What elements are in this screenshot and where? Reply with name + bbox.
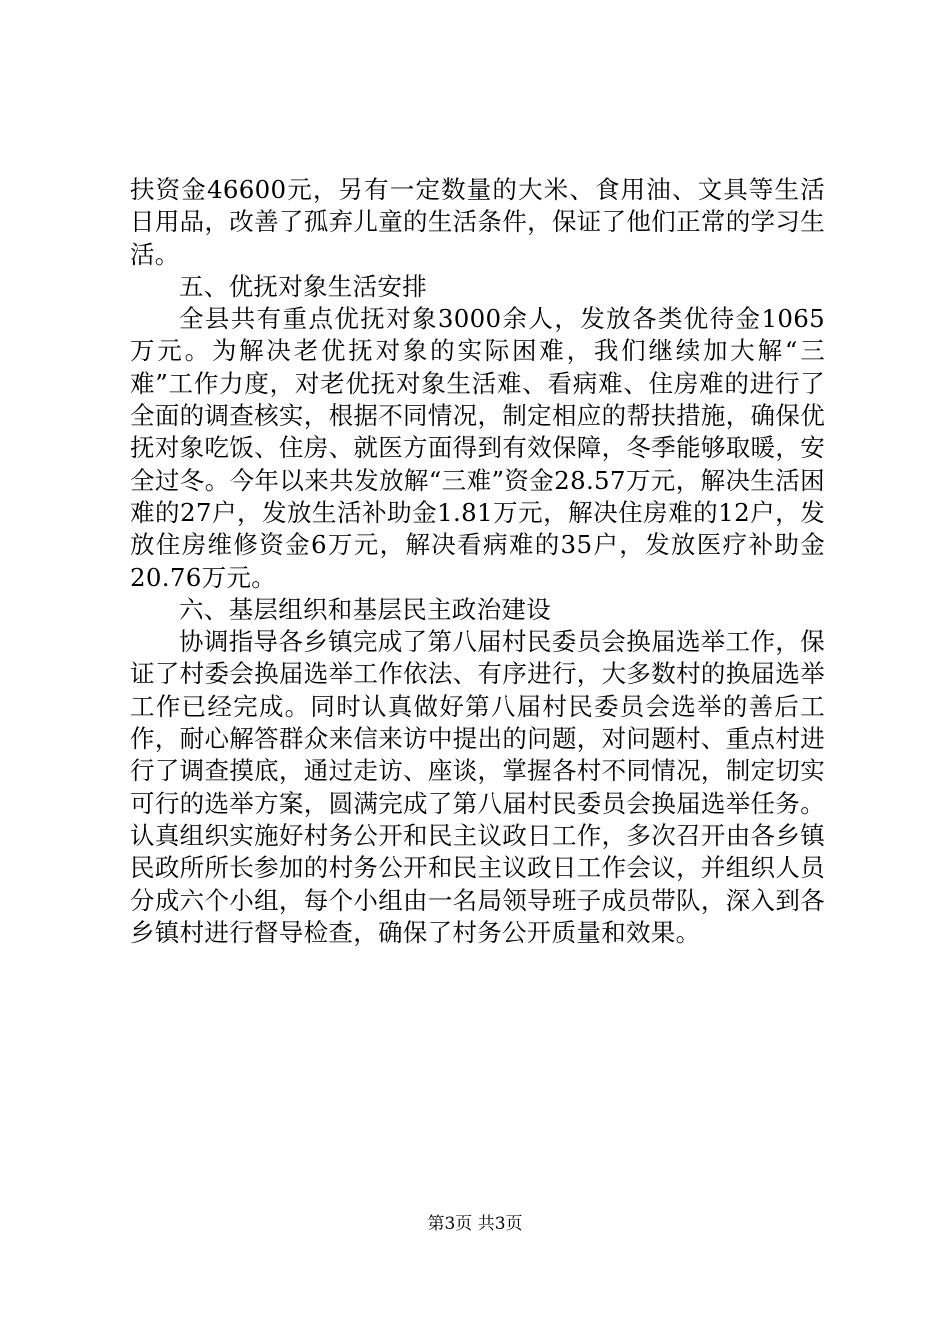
section-heading-6: 六、基层组织和基层民主政治建设 <box>179 594 551 624</box>
paragraph-section-5: 全县共有重点优抚对象3000余人，发放各类优待金1065万元。为解决老优抚对象的实际困难，我们继续加大解“三难”工作力度，对老优抚对象生活难、看病难、住房难的进行了全面的调查核实，根据不同情况，制定相应的帮扶措施，确保优抚对象吃饭、住房、就医方面得到有效保障，冬季能够取暖，安全过冬。今年以来共发放解“三难”资金28.57万元，解决生活困难的27户，发放生活补助金1.81万元，解决住房难的12户，发放住房维修资金6万元，解决看病难的35户，发放医疗补助金20.76万元。 <box>130 304 826 592</box>
section-heading-5: 五、优抚对象生活安排 <box>179 271 427 301</box>
paragraph-section-6: 协调指导各乡镇完成了第八届村民委员会换届选举工作，保证了村委会换届选举工作依法、有序进行，大多数村的换届选举工作已经完成。同时认真做好第八届村民委员会选举的善后工作，耐心解答群众来信来访中提出的问题，对问题村、重点村进行了调查摸底，通过走访、座谈，掌握各村不同情况，制定切实可行的选举方案，圆满完成了第八届村民委员会换届选举任务。认真组织实施好村务公开和民主议政日工作，多次召开由各乡镇民政所所长参加的村务公开和民主议政日工作会议，并组织人员分成六个小组，每个小组由一名局领导班子成员带队，深入到各乡镇村进行督导检查，确保了村务公开质量和效果。 <box>130 627 825 947</box>
page-footer: 第3页 共3页 <box>427 1214 523 1234</box>
paragraph-continuation: 扶资金46600元，另有一定数量的大米、食用油、文具等生活日用品，改善了孤弃儿童的生活条件，保证了他们正常的学习生活。 <box>130 175 825 269</box>
document-body <box>130 174 825 949</box>
